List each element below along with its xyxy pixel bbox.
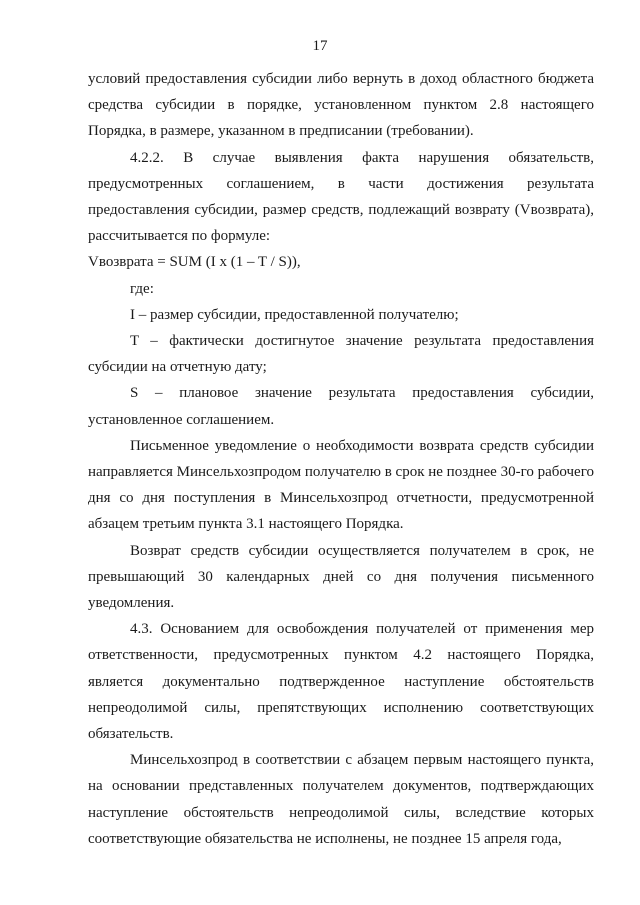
formula: Vвозврата = SUM (I x (1 – T / S)), (88, 254, 301, 271)
definition-i: I – размер субсидии, предоставленной получателю; (130, 306, 459, 323)
paragraph-4-2-2: 4.2.2. В случае выявления факта нарушения обязательств, предусмотренных соглашением, в части достижения результата предоставления субсидии, размер средств, подлежащий возврату (Vвозврата), рассчитывается по формуле: (88, 149, 594, 245)
page-number: 17 (312, 38, 328, 54)
definition-t: T – фактически достигнутое значение результата предоставления субсидии на отчетную дату; (88, 333, 594, 376)
document-body (88, 66, 594, 852)
paragraph-notification: Письменное уведомление о необходимости возврата средств субсидии направляется Минсельхозпродом получателю в срок не позднее 30-го рабочего дня со дня поступления в Минсельхозпрод отчетности, предусмотренной абзацем третьим пункта 3.1 настоящего Порядка. (88, 437, 594, 533)
paragraph-continuation: условий предоставления субсидии либо вернуть в доход областного бюджета средства субсидии в порядке, установленном пунктом 2.8 настоящего Порядка, в размере, указанном в предписании (требовании). (88, 71, 594, 140)
paragraph-ministry-decision: Минсельхозпрод в соответствии с абзацем первым настоящего пункта, на основании представленных получателем документов, подтверждающих наступление обстоятельств непреодолимой силы, вследствие которых соответствующие обязательства не исполнены, не позднее 15 апреля года, (88, 752, 594, 847)
formula-where-label: где: (130, 280, 154, 297)
paragraph-4-3: 4.3. Основанием для освобождения получателей от применения мер ответственности, предусмотренных пунктом 4.2 настоящего Порядка, является документально подтвержденное наступление обстоятельств непреодолимой силы, препятствующих исполнению соответствующих обязательств. (88, 621, 594, 743)
definition-s: S – плановое значение результата предоставления субсидии, установленное соглашением. (88, 385, 594, 428)
paragraph-refund-term: Возврат средств субсидии осуществляется получателем в срок, не превышающий 30 календарных дней со дня получения письменного уведомления. (88, 542, 594, 612)
